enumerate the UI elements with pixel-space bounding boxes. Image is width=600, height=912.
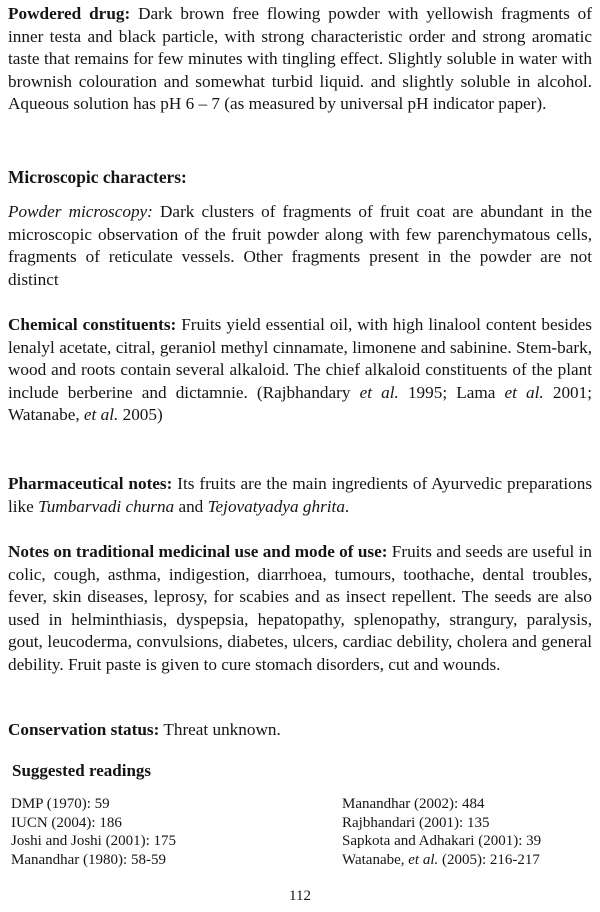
reference-item: Sapkota and Adhakari (2001): 39 — [342, 833, 542, 850]
chemical-etal-3: et al. — [83, 405, 119, 425]
powder-microscopy-paragraph — [8, 201, 592, 291]
pharmaceutical-text-3: . — [344, 496, 350, 516]
reference-item: DMP (1970): 59 — [11, 796, 110, 812]
traditional-use-label: Notes on traditional medicinal use and mode of use: — [8, 542, 388, 561]
conservation-status-text: Threat unknown. — [159, 720, 281, 739]
pharmaceutical-text-1: Its fruits are the main ingredients of Ayurvedic preparations like — [8, 474, 593, 516]
reference-item: Manandhar (2002): 484 — [342, 796, 485, 812]
reference-item: Rajbhandari (2001): 135 — [342, 814, 490, 831]
pharmaceutical-italic-1: Tumbarvadi churna — [38, 496, 175, 516]
reference-watanabe-etal: et al. — [408, 852, 439, 869]
reference-watanabe-pre: Watanabe, — [342, 852, 409, 869]
powder-microscopy-label: Powder microscopy: — [8, 202, 153, 221]
chemical-text-2: 1995; Lama — [398, 382, 505, 402]
powdered-drug-label: Powdered drug: — [8, 4, 131, 23]
references-right-column — [342, 795, 541, 870]
microscopic-characters-heading: Microscopic characters: — [8, 167, 187, 187]
powder-microscopy-text: Dark clusters of fragments of fruit coat are abundant in the microscopic observation of the fruit powder along with few parenchymatous cells, fragments of reticulate vessels. Other fragments present in the powder are not distinct — [8, 202, 592, 289]
pharmaceutical-text-2: and — [174, 496, 208, 516]
powdered-drug-text: Dark brown free flowing powder with yellowish fragments of inner testa and black particle, with strong characteristic order and strong aromatic taste that remains for few minutes with tingling effect. Slightly soluble in water with brownish colouration and somewhat turbid liquid. and slightly soluble in alcohol. Aqueous solution has pH 6 – 7 (as measured by universal pH indicator paper). — [8, 4, 592, 114]
suggested-readings-heading: Suggested readings — [12, 761, 152, 780]
traditional-use-paragraph — [8, 541, 592, 677]
chemical-text-4: 2005) — [118, 405, 163, 425]
conservation-status-label: Conservation status: — [8, 720, 160, 739]
chemical-constituents-label: Chemical constituents: — [8, 315, 177, 334]
page-number: 112 — [289, 888, 311, 904]
chemical-text-3: 2001; Watanabe, — [8, 382, 593, 425]
traditional-use-text: Fruits and seeds are useful in colic, cough, asthma, indigestion, diarrhoea, tumours, toothache, dental troubles, fever, skin diseases, leprosy, for scabies and as insect repellent. The seeds are also used in helminthiasis, dyspepsia, hepatopathy, splenopathy, strangury, paralysis, gout, leucoderma, convulsions, diabetes, ulcers, cardiac debility, cholera and general debility. Fruit paste is given to cure stomach disorders, cut and wounds. — [8, 542, 593, 674]
pharmaceutical-notes-label: Pharmaceutical notes: — [8, 474, 173, 493]
chemical-constituents-paragraph — [8, 314, 592, 427]
chemical-etal-2: et al. — [504, 382, 544, 402]
pharmaceutical-italic-2: Tejovatyadya ghrita — [207, 496, 345, 516]
reference-item: Joshi and Joshi (2001): 175 — [11, 833, 176, 850]
reference-item: IUCN (2004): 186 — [11, 814, 122, 831]
powdered-drug-paragraph — [8, 3, 592, 116]
chemical-etal-1: et al. — [359, 382, 399, 402]
reference-item — [342, 851, 541, 870]
reference-watanabe-post: (2005): 216-217 — [438, 852, 540, 869]
references-left-column — [11, 795, 176, 870]
reference-item: Manandhar (1980): 58-59 — [11, 852, 166, 869]
chemical-text-1: Fruits yield essential oil, with high linalool content besides lenalyl acetate, citral, geraniol methyl cinnamate, limonene and sabinine. Stem-bark, wood and roots contain several alkaloid. The chief alkaloid constituents of the plant include berberine and dictamnie. (Rajbhandary — [8, 315, 592, 402]
conservation-status-paragraph — [8, 719, 592, 742]
pharmaceutical-notes-paragraph — [8, 473, 592, 518]
